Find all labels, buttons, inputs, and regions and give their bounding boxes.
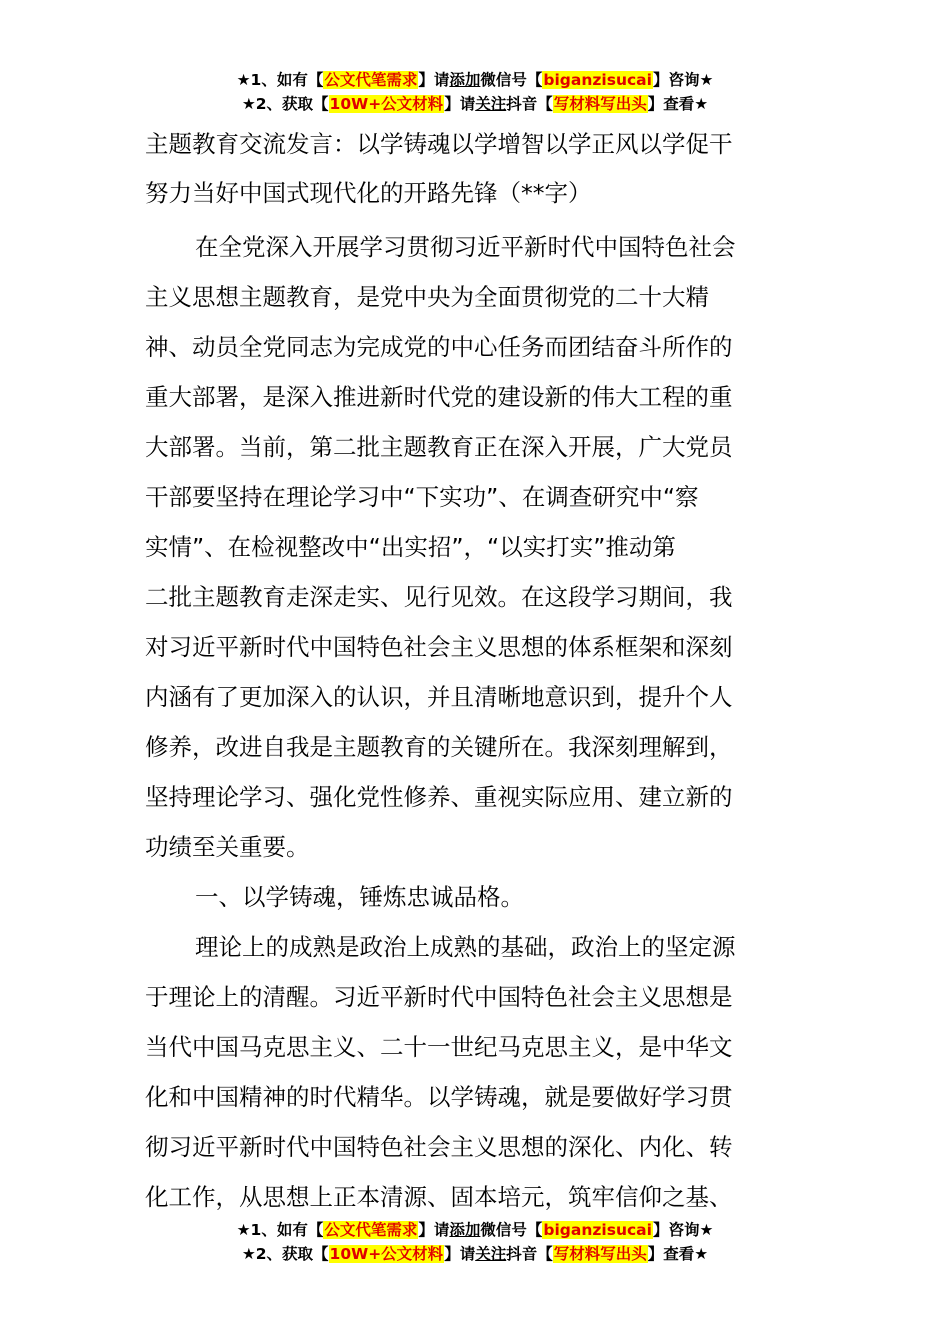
banner-underlined: 关注 bbox=[475, 1245, 507, 1263]
section-heading: 一、以学铸魂，锤炼忠诚品格。 bbox=[195, 883, 524, 911]
banner-text: 】查看★ bbox=[647, 1245, 709, 1263]
body-line: 修养，改进自我是主题教育的关键所在。我深刻理解到， bbox=[145, 733, 733, 761]
banner-text: ★1、如有【 bbox=[236, 71, 324, 89]
banner-text: 抖音【 bbox=[506, 1245, 553, 1263]
banner-highlight: 10W+公文材料 bbox=[329, 1245, 444, 1263]
banner-highlight: 10W+公文材料 bbox=[329, 95, 444, 113]
body-line: 实情”、在检视整改中“出实招”，“以实打实”推动第 bbox=[145, 533, 676, 561]
banner-highlight: biganzisucai bbox=[543, 1221, 652, 1239]
body-line: 大部署。当前，第二批主题教育正在深入开展，广大党员 bbox=[145, 433, 733, 461]
banner-text: 】请 bbox=[418, 71, 450, 89]
body-line: 神、动员全党同志为完成党的中心任务而团结奋斗所作的 bbox=[145, 333, 733, 361]
banner-highlight: 写材料写出头 bbox=[553, 95, 647, 113]
banner-underlined: 添加 bbox=[449, 71, 481, 89]
body-line: 化工作，从思想上正本清源、固本培元，筑牢信仰之基、 bbox=[145, 1183, 733, 1211]
banner-text: 】咨询★ bbox=[652, 71, 714, 89]
banner-highlight: 公文代笔需求 bbox=[324, 1221, 418, 1239]
banner-text: 抖音【 bbox=[506, 95, 553, 113]
banner-line-2 bbox=[0, 92, 950, 116]
banner-highlight: 写材料写出头 bbox=[553, 1245, 647, 1263]
banner-highlight: 公文代笔需求 bbox=[324, 71, 418, 89]
body-line: 功绩至关重要。 bbox=[145, 833, 310, 861]
banner-text: ★2、获取【 bbox=[241, 95, 329, 113]
banner-text: ★2、获取【 bbox=[241, 1245, 329, 1263]
banner-text: 】请 bbox=[444, 95, 476, 113]
banner-text: 】请 bbox=[444, 1245, 476, 1263]
banner-text: ★1、如有【 bbox=[236, 1221, 324, 1239]
banner-text: 】请 bbox=[418, 1221, 450, 1239]
header-banner bbox=[0, 68, 950, 116]
document-title-line-2: 努力当好中国式现代化的开路先锋（**字） bbox=[145, 179, 592, 207]
body-line: 在全党深入开展学习贯彻习近平新时代中国特色社会 bbox=[195, 233, 736, 261]
banner-line-1 bbox=[0, 1218, 950, 1242]
banner-text: 】咨询★ bbox=[652, 1221, 714, 1239]
banner-text: 】查看★ bbox=[647, 95, 709, 113]
body-line: 当代中国马克思主义、二十一世纪马克思主义，是中华文 bbox=[145, 1033, 733, 1061]
body-line: 彻习近平新时代中国特色社会主义思想的深化、内化、转 bbox=[145, 1133, 733, 1161]
body-line: 对习近平新时代中国特色社会主义思想的体系框架和深刻 bbox=[145, 633, 733, 661]
banner-underlined: 关注 bbox=[475, 95, 507, 113]
body-line: 主义思想主题教育，是党中央为全面贯彻党的二十大精 bbox=[145, 283, 709, 311]
body-line: 坚持理论学习、强化党性修养、重视实际应用、建立新的 bbox=[145, 783, 733, 811]
document-title-line-1: 主题教育交流发言：以学铸魂以学增智以学正风以学促干 bbox=[145, 130, 733, 158]
body-line: 化和中国精神的时代精华。以学铸魂，就是要做好学习贯 bbox=[145, 1083, 733, 1111]
banner-line-1 bbox=[0, 68, 950, 92]
banner-highlight: biganzisucai bbox=[543, 71, 652, 89]
footer-banner bbox=[0, 1218, 950, 1266]
banner-text: 微信号【 bbox=[480, 71, 543, 89]
body-line: 干部要坚持在理论学习中“下实功”、在调查研究中“察 bbox=[145, 483, 699, 511]
body-line: 二批主题教育走深走实、见行见效。在这段学习期间，我 bbox=[145, 583, 733, 611]
body-line: 于理论上的清醒。习近平新时代中国特色社会主义思想是 bbox=[145, 983, 733, 1011]
banner-line-2 bbox=[0, 1242, 950, 1266]
banner-underlined: 添加 bbox=[449, 1221, 481, 1239]
body-line: 重大部署，是深入推进新时代党的建设新的伟大工程的重 bbox=[145, 383, 733, 411]
banner-text: 微信号【 bbox=[480, 1221, 543, 1239]
body-line: 理论上的成熟是政治上成熟的基础，政治上的坚定源 bbox=[195, 933, 736, 961]
body-line: 内涵有了更加深入的认识，并且清晰地意识到，提升个人 bbox=[145, 683, 733, 711]
